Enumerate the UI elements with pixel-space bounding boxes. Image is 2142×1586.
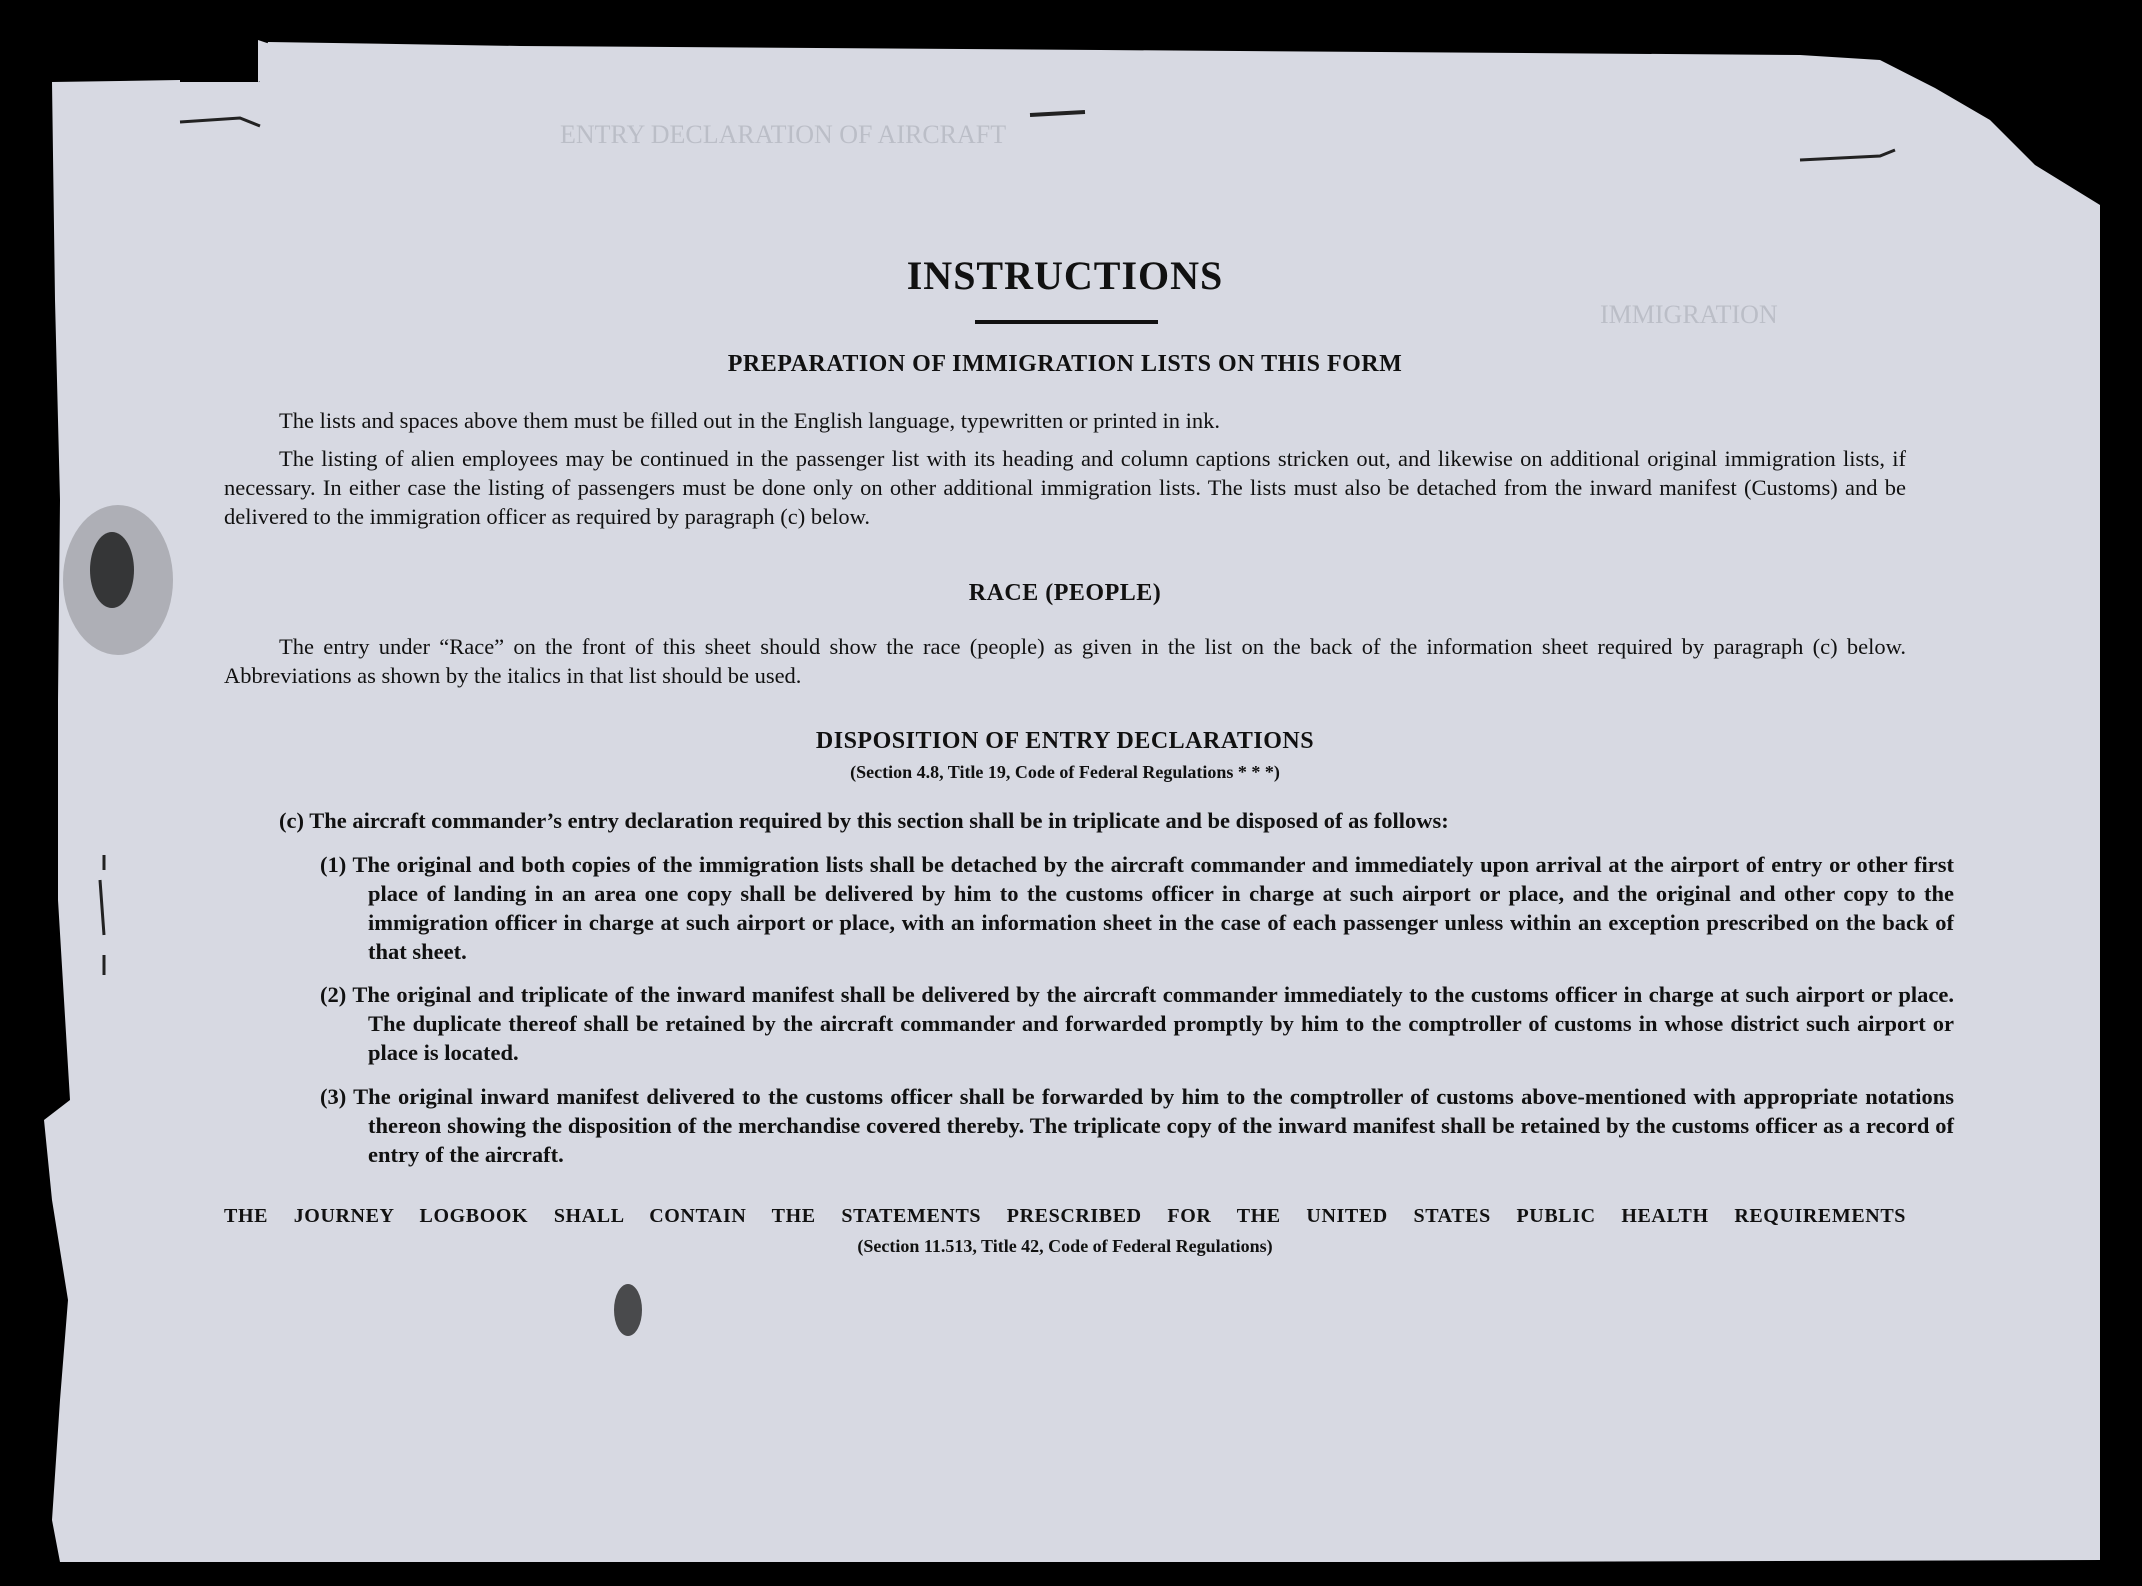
disposition-item-1: (1) The original and both copies of the immigration lists shall be detached by the aircraft commander and immediately upon arrival at the airport of entry or other first place of landing in an area one copy shall be delivered by him to the customs officer in charge at such airport or place, and the original and other copy to the immigration officer in charge at such airport or place, with an information sheet in the case of each passenger unless within an exception prescribed on the back of that sheet.: [320, 852, 1954, 964]
preparation-paragraph-1: The lists and spaces above them must be filled out in the English language, typewritten or printed in ink.: [279, 408, 1221, 433]
bleed-through-text: ENTRY DECLARATION OF AIRCRAFT: [560, 120, 1007, 149]
section-heading-disposition: DISPOSITION OF ENTRY DECLARATIONS: [815, 728, 1315, 754]
footer-citation: (Section 11.513, Title 42, Code of Federal Regulations): [857, 1236, 1273, 1256]
preparation-paragraph-2: The listing of alien employees may be continued in the passenger list with its heading and column captions stricken out, and likewise on additional original immigration lists, if necessary. In either case the listing of passengers must be done only on other additional immigration lists. The lists must also be detached from the inward manifest (Customs) and be delivered to the immigration officer as required by paragraph (c) below.: [224, 446, 1906, 529]
page-title: INSTRUCTIONS: [906, 253, 1224, 298]
disposition-item-2: (2) The original and triplicate of the inward manifest shall be delivered by the aircraft commander immediately to the customs officer in charge at such airport or place. The duplicate thereof shall be retained by the aircraft commander and forwarded promptly by him to the comptroller of customs in whose district such airport or place is located.: [320, 982, 1954, 1065]
section-heading-race: RACE (PEOPLE): [968, 580, 1162, 606]
disposition-citation: (Section 4.8, Title 19, Code of Federal Regulations * * *): [850, 762, 1280, 782]
race-paragraph: The entry under “Race” on the front of this sheet should show the race (people) as given in the list on the back of the information sheet required by paragraph (c) below. Abbreviations as shown by the italics in that list should be used.: [224, 634, 1906, 688]
disposition-item-3: (3) The original inward manifest delivered to the customs officer shall be forwarded by him to the comptroller of customs above-mentioned with appropriate notations thereon showing the disposition of the merchandise covered thereby. The triplicate copy of the inward manifest shall be retained by the customs officer as a record of entry of the aircraft.: [320, 1084, 1954, 1167]
bleed-through-text: IMMIGRATION: [1600, 300, 1778, 329]
title-underline: [975, 320, 1158, 324]
section-heading-preparation: PREPARATION OF IMMIGRATION LISTS ON THIS FORM: [727, 351, 1403, 377]
footer-statement: THE JOURNEY LOGBOOK SHALL CONTAIN THE STATEMENTS PRESCRIBED FOR THE UNITED STATES PUBLIC HEALTH REQUIREMENTS: [224, 1205, 1906, 1227]
disposition-lead-paragraph: (c) The aircraft commander’s entry declaration required by this section shall be in triplicate and be disposed of as follows:: [279, 808, 1449, 833]
